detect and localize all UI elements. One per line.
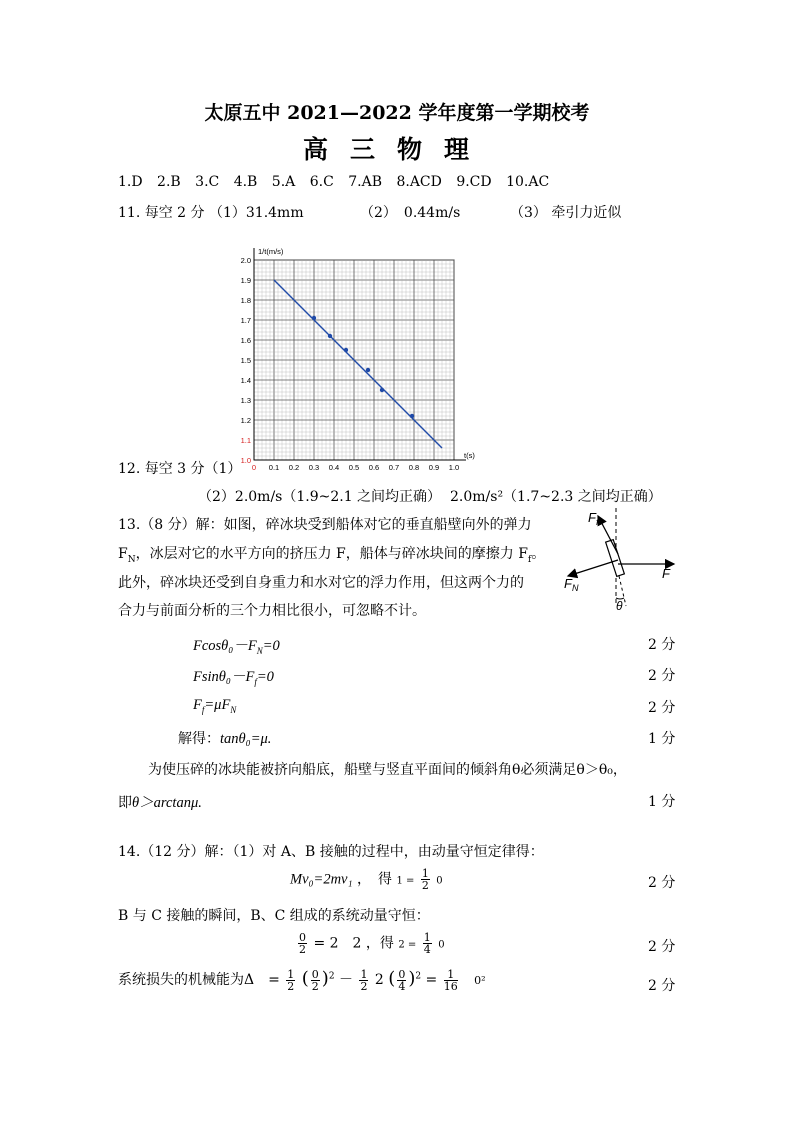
q13-line-1: 13.（8 分）解：如图，碎冰块受到船体对它的垂直船壁向外的弹力 bbox=[118, 517, 532, 533]
page-subtitle: 高三物理 bbox=[302, 135, 491, 164]
f-label: F bbox=[662, 566, 670, 581]
q13-score-5: 1 分 bbox=[648, 794, 676, 810]
x-tick-label: 0.7 bbox=[388, 463, 400, 472]
q14-equation-1: Mv₀=2mv₁ ， 得 1 = $\frac{1}{2}$ 0 bbox=[290, 867, 443, 892]
page-title: 太原五中 2021—2022 学年度第一学期校考 bbox=[204, 102, 590, 124]
mc-answer: 9.CD bbox=[456, 174, 492, 190]
mc-answer: 10.AC bbox=[506, 174, 550, 190]
q13-line-4: 合力与前面分析的三个力相比很小，可忽略不计。 bbox=[118, 603, 426, 619]
x-tick-label: 0 bbox=[251, 463, 257, 472]
q11-answer-2: （2） 0.44m/s bbox=[360, 205, 461, 221]
q12-answer-2a: （2）2.0m/s（1.9~2.1 之间均正确） bbox=[198, 489, 442, 505]
q12-answer-2b: 2.0m/s²（1.7~2.3 之间均正确） bbox=[450, 489, 662, 505]
q12-label: 12. 每空 3 分（1） bbox=[118, 461, 242, 477]
ice-block bbox=[606, 540, 625, 577]
mc-answer: 5.A bbox=[271, 174, 296, 190]
y-tick-label: 1.2 bbox=[240, 416, 251, 425]
mc-answer: 3.C bbox=[195, 174, 220, 190]
y-tick-label: 1.5 bbox=[240, 356, 251, 365]
fn-label: $F_N$ bbox=[564, 576, 579, 593]
q14-line-1: 14.（12 分）解：（1）对 A、B 接触的过程中，由动量守恒定律得： bbox=[118, 844, 544, 860]
theta-label: θ bbox=[616, 599, 623, 613]
q13-equation-1: $Fcos\theta_0-F_N=0$ bbox=[193, 638, 280, 656]
mc-answer: 6.C bbox=[309, 174, 334, 190]
x-tick-label: 0.5 bbox=[348, 463, 360, 472]
mc-answer: 8.ACD bbox=[396, 174, 442, 190]
y-tick-label: 1.1 bbox=[240, 436, 251, 445]
x-axis-label: t(s) bbox=[464, 451, 475, 460]
q13-line-2: $F_N$，冰层对它的水平方向的挤压力 F，船体与碎冰块间的摩擦力 $F_f$。 bbox=[118, 546, 546, 565]
y-tick-label: 1.7 bbox=[240, 316, 251, 325]
x-tick-label: 0.6 bbox=[368, 463, 380, 472]
q14-score-2: 2 分 bbox=[648, 939, 676, 955]
mc-answer: 2.B bbox=[157, 174, 181, 190]
y-tick-label: 1.4 bbox=[240, 376, 251, 385]
q14-equation-3: 系统损失的机械能为Δ = $\frac{1}{2}$ ( $\frac{0}{2}$ )$^2$ － $\frac{1}{2}$ 2 ( $\frac{0}{4}$ )$^2$ = $\frac{1}{16}$ 0² bbox=[118, 967, 486, 993]
q14-equation-2: $\frac{0}{2}$ = 2 2 ，得 2 = $\frac{1}{4}$ 0 bbox=[299, 931, 445, 956]
y-tick-label: 1.9 bbox=[240, 276, 251, 285]
q11-answer-3: （3） 牵引力近似 bbox=[510, 205, 622, 221]
mc-answer: 7.AB bbox=[348, 174, 383, 190]
mc-answer: 4.B bbox=[233, 174, 258, 190]
q13-line-3: 此外，碎冰块还受到自身重力和水对它的浮力作用，但这两个力的 bbox=[118, 575, 524, 591]
q13-score-1: 2 分 bbox=[648, 637, 676, 653]
data-point bbox=[366, 368, 370, 372]
data-point bbox=[380, 388, 384, 392]
x-tick-label: 0.3 bbox=[308, 463, 320, 472]
q11-prefix: 11. 每空 2 分 （1）31.4mm bbox=[118, 205, 304, 221]
x-tick-label: 0.8 bbox=[408, 463, 420, 472]
y-tick-label: 1.8 bbox=[240, 296, 251, 305]
y-tick-label: 1.0 bbox=[240, 456, 251, 465]
velocity-time-chart bbox=[228, 244, 488, 476]
q13-conclusion-1: 为使压碎的冰块能被挤向船底，船壁与竖直平面间的倾斜角θ必须满足θ＞θ₀， bbox=[148, 762, 627, 778]
ff-label: $F_f$ bbox=[588, 510, 599, 527]
q13-solution: 解得：tanθ₀=μ. bbox=[178, 731, 272, 747]
data-point bbox=[410, 414, 414, 418]
x-tick-label: 0.2 bbox=[288, 463, 300, 472]
q13-score-4: 1 分 bbox=[648, 731, 676, 747]
x-tick-label: 0.1 bbox=[268, 463, 280, 472]
x-tick-label: 0.9 bbox=[428, 463, 440, 472]
q13-equation-3: $F_f=\mu F_N$ bbox=[193, 697, 237, 715]
y-axis-label: 1/t(m/s) bbox=[258, 247, 284, 256]
q13-score-2: 2 分 bbox=[648, 668, 676, 684]
normal-force-arrow bbox=[568, 560, 618, 576]
q13-conclusion-2: 即θ＞arctanμ. bbox=[118, 795, 202, 811]
y-tick-label: 1.3 bbox=[240, 396, 251, 405]
y-tick-label: 1.6 bbox=[240, 336, 251, 345]
data-point bbox=[312, 316, 316, 320]
data-point bbox=[328, 334, 332, 338]
x-tick-label: 0.4 bbox=[328, 463, 340, 472]
q13-equation-2: $Fsin\theta_0-F_f=0$ bbox=[193, 669, 274, 687]
y-tick-label: 2.0 bbox=[240, 256, 251, 265]
q14-score-3: 2 分 bbox=[648, 978, 676, 994]
mc-answers-row bbox=[118, 174, 549, 190]
q14-line-2: B 与 C 接触的瞬间，B、C 组成的系统动量守恒： bbox=[118, 908, 430, 924]
q14-score-1: 2 分 bbox=[648, 875, 676, 891]
q13-score-3: 2 分 bbox=[648, 700, 676, 716]
data-point bbox=[344, 348, 348, 352]
x-tick-label: 1.0 bbox=[448, 463, 460, 472]
mc-answer: 1.D bbox=[118, 174, 143, 190]
force-diagram bbox=[556, 506, 686, 614]
